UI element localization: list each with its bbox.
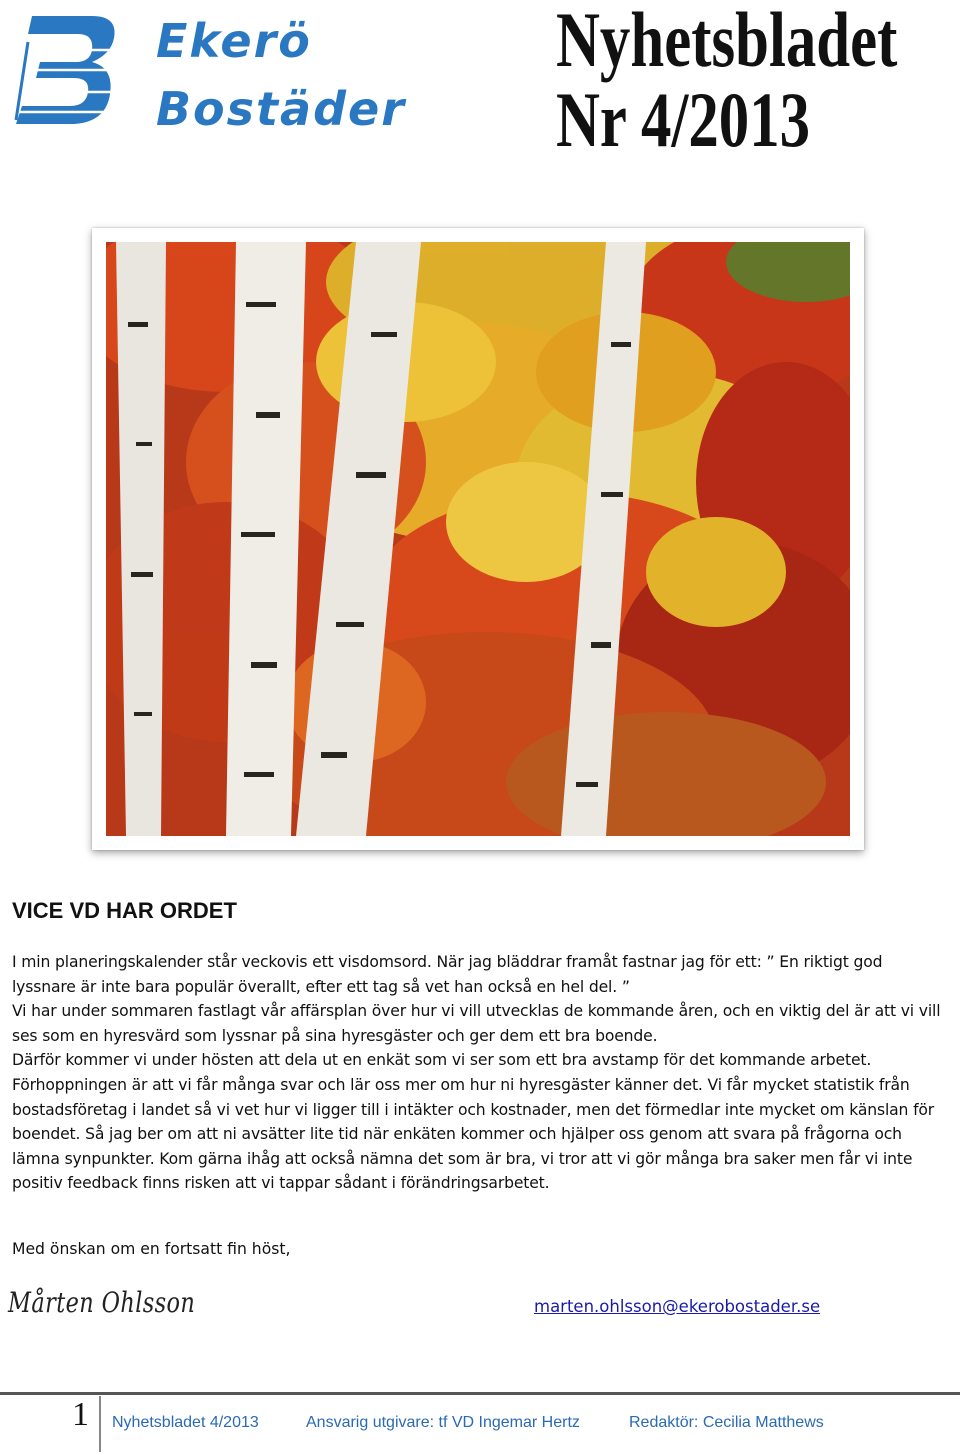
signature: Mårten Ohlsson <box>8 1286 196 1319</box>
footer-publication: Nyhetsbladet 4/2013 <box>112 1414 259 1431</box>
footer-divider <box>99 1396 101 1452</box>
footer-rule <box>0 1392 960 1395</box>
article-body <box>12 950 948 1196</box>
footer-editor: Redaktör: Cecilia Matthews <box>629 1414 824 1431</box>
closing-line: Med önskan om en fortsatt fin höst, <box>12 1240 291 1258</box>
author-email-link[interactable]: marten.ohlsson@ekerobostader.se <box>534 1297 821 1316</box>
article-paragraph: I min planeringskalender står veckovis ett visdomsord. När jag bläddrar framåt fastnar jag för ett: ” En riktigt god lyssnare är inte bara populär överallt, efter ett tag så vet han också en hel del. ” <box>12 953 883 996</box>
logo-mark-icon <box>14 12 149 132</box>
autumn-birch-photo-frame <box>92 228 864 850</box>
autumn-birch-photo <box>106 242 850 836</box>
article-heading: VICE VD HAR ORDET <box>12 898 237 923</box>
issue-number: Nr 4/2013 <box>556 76 811 163</box>
company-logo <box>14 12 434 142</box>
logo-text-bostader: Bostäder <box>156 82 406 136</box>
article-paragraph: Därför kommer vi under hösten att dela ut en enkät som vi ser som ett bra avstamp för det kommande arbetet. Förhoppningen är att vi får många svar och lär oss mer om hur ni hyresgäster känner det. Vi får mycket statistik från bostadsföretag i landet så vi vet hur vi ligger till i intäkter och kostnader, men det förmedlar inte mycket om känslan för boendet. Så jag ber om att ni avsätter lite tid när enkäten kommer och hjälper oss genom att svara på frågorna och lämna synpunkter. Kom gärna ihåg att också nämna det som är bra, vi tror att vi gör många bra saker men får vi inte positiv feedback finns risken att vi tappar sådant i förändringsarbetet. <box>12 1051 935 1193</box>
article-paragraph: Vi har under sommaren fastlagt vår affärsplan över hur vi vill utvecklas de kommande åren, och en viktig del är att vi vill ses som en hyresvärd som lyssnar på sina hyresgäster och ger dem ett bra boende. <box>12 1002 941 1045</box>
newsletter-title: Nyhetsbladet <box>556 0 898 83</box>
page-number: 1 <box>72 1396 89 1433</box>
footer-publisher: Ansvarig utgivare: tf VD Ingemar Hertz <box>306 1414 580 1431</box>
masthead <box>556 0 898 163</box>
logo-text-ekero: Ekerö <box>156 14 312 68</box>
